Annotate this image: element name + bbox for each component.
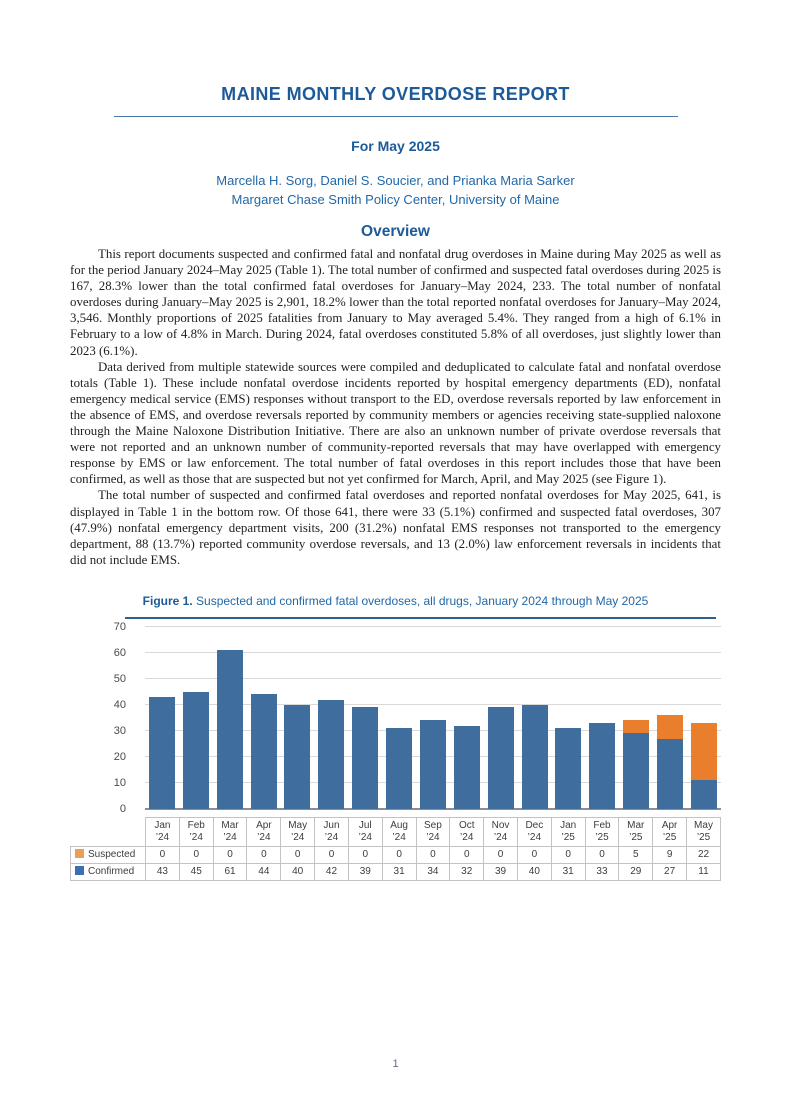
bar-column-Mar24	[213, 627, 247, 809]
confirmed-bar-segment	[386, 728, 412, 809]
value-cell: 0	[146, 846, 180, 863]
table-series-row-suspected	[71, 846, 721, 863]
confirmed-bar-segment	[420, 720, 446, 808]
confirmed-bar-segment	[149, 697, 175, 809]
chart-plot-area	[145, 627, 721, 809]
report-title: MAINE MONTHLY OVERDOSE REPORT	[221, 84, 570, 104]
report-subtitle: For May 2025	[351, 138, 440, 154]
value-cell: 29	[619, 863, 653, 880]
month-header-cell	[653, 817, 687, 846]
confirmed-bar-segment	[217, 650, 243, 809]
month-year: ’24	[527, 831, 542, 843]
value-cell: 43	[146, 863, 180, 880]
bar-column-Jan24	[145, 627, 179, 809]
series-label-cell	[71, 846, 146, 863]
value-cell: 44	[247, 863, 281, 880]
figure-1	[70, 594, 721, 881]
month-name: May	[288, 819, 308, 831]
month-header-cell	[619, 817, 653, 846]
report-page	[0, 84, 791, 1108]
bar-column-May24	[281, 627, 315, 809]
y-tick-label: 60	[113, 646, 126, 659]
y-tick-label: 10	[113, 776, 126, 789]
value-cell: 0	[247, 846, 281, 863]
value-cell: 0	[416, 846, 450, 863]
value-cell: 0	[484, 846, 518, 863]
confirmed-bar-segment	[555, 728, 581, 809]
value-cell: 5	[619, 846, 653, 863]
month-name: Oct	[458, 819, 475, 831]
month-year: ’24	[358, 831, 372, 843]
table-series-row-confirmed	[71, 863, 721, 880]
value-cell: 9	[653, 846, 687, 863]
month-name: Mar	[221, 819, 239, 831]
bar-column-Feb25	[585, 627, 619, 809]
table-corner-cell	[71, 817, 146, 846]
month-name: Sep	[424, 819, 442, 831]
bar-column-May25	[687, 627, 721, 809]
value-cell: 31	[382, 863, 416, 880]
month-header-cell	[484, 817, 518, 846]
affiliation-line: Margaret Chase Smith Policy Center, University of Maine	[231, 192, 560, 207]
month-header-cell	[416, 817, 450, 846]
month-year: ’24	[493, 831, 508, 843]
bar-column-Sep24	[416, 627, 450, 809]
month-name: Feb	[187, 819, 205, 831]
month-name: Jan	[560, 819, 577, 831]
month-header-cell	[179, 817, 213, 846]
suspected-bar-segment	[657, 715, 683, 738]
value-cell: 31	[551, 863, 585, 880]
value-cell: 0	[382, 846, 416, 863]
month-year: ’24	[460, 831, 474, 843]
value-cell: 45	[179, 863, 213, 880]
confirmed-bar-segment	[657, 739, 683, 809]
confirmed-bar-segment	[284, 705, 310, 809]
figure-caption	[70, 594, 721, 608]
value-cell: 0	[348, 846, 382, 863]
month-header-cell	[450, 817, 484, 846]
month-name: Jun	[323, 819, 340, 831]
month-name: Aug	[390, 819, 408, 831]
month-name: Jan	[154, 819, 171, 831]
value-cell: 11	[687, 863, 721, 880]
confirmed-legend-swatch	[75, 866, 84, 875]
month-name: Feb	[593, 819, 611, 831]
figure-caption-text: Suspected and confirmed fatal overdoses, all drugs, January 2024 through May 2025	[192, 593, 649, 608]
month-name: Nov	[491, 819, 510, 831]
month-name: Jul	[358, 819, 372, 831]
chart-data-table	[70, 817, 721, 881]
month-year: ’25	[696, 831, 711, 843]
value-cell: 40	[281, 863, 315, 880]
month-year: ’24	[223, 831, 237, 843]
page-number: 1	[392, 1058, 399, 1070]
value-cell: 0	[585, 846, 619, 863]
bar-column-Jan25	[552, 627, 586, 809]
y-tick-label: 40	[113, 698, 126, 711]
value-cell: 0	[281, 846, 315, 863]
bar-column-Apr24	[247, 627, 281, 809]
value-cell: 0	[179, 846, 213, 863]
value-cell: 40	[517, 863, 551, 880]
suspected-bar-segment	[623, 720, 649, 733]
bar-column-Oct24	[450, 627, 484, 809]
bar-column-Jul24	[348, 627, 382, 809]
month-year: ’24	[155, 831, 170, 843]
month-header-cell	[517, 817, 551, 846]
value-cell: 0	[517, 846, 551, 863]
suspected-legend-swatch	[75, 849, 84, 858]
y-tick-label: 0	[119, 802, 126, 815]
overview-paragraph-1: This report documents suspected and confirmed fatal and nonfatal drug overdoses in Maine during May 2025 as well as for the period January 2024–May 2025 (Table 1). The total number of confirmed and suspected fatal overdoses during 2025 is 167, 28.3% lower than the total confirmed fatal overdoses for January–May 2024, 233. The total number of nonfatal overdoses during January–May 2025 is 2,901, 18.2% lower than the total reported nonfatal overdoses for January–May 2024, 3,546. Monthly proportions of 2025 fatalities from January to May averaged 5.4%. They ranged from a high of 6.1% in February to a low of 4.8% in March. During 2024, fatal overdoses constituted 5.8% of all overdoses, just slightly lower than 2023 (6.1%).	[70, 247, 721, 358]
y-tick-label: 70	[113, 620, 126, 633]
bar-column-Dec24	[518, 627, 552, 809]
confirmed-bar-segment	[352, 707, 378, 808]
bar-column-Jun24	[314, 627, 348, 809]
bar-column-Mar25	[619, 627, 653, 809]
series-label-cell	[71, 863, 146, 880]
value-cell: 22	[687, 846, 721, 863]
value-cell: 0	[551, 846, 585, 863]
month-header-cell	[382, 817, 416, 846]
confirmed-bar-segment	[691, 780, 717, 809]
confirmed-bar-segment	[589, 723, 615, 809]
series-name: Suspected	[88, 849, 136, 861]
confirmed-bar-segment	[318, 700, 344, 809]
month-header-cell	[687, 817, 721, 846]
y-tick-label: 50	[113, 672, 126, 685]
chart-bars	[145, 627, 721, 809]
suspected-bar-segment	[691, 723, 717, 780]
month-year: ’25	[629, 831, 643, 843]
month-year: ’24	[324, 831, 339, 843]
month-name: Apr	[256, 819, 272, 831]
month-year: ’25	[561, 831, 575, 843]
chart-y-axis	[70, 620, 140, 815]
value-cell: 32	[450, 863, 484, 880]
bar-column-Apr25	[653, 627, 687, 809]
bar-column-Aug24	[382, 627, 416, 809]
month-year: ’25	[662, 831, 677, 843]
figure-label: Figure 1.	[142, 593, 193, 608]
month-header-cell	[585, 817, 619, 846]
y-tick-label: 30	[113, 724, 126, 737]
overview-paragraph-3: The total number of suspected and confirmed fatal overdoses and reported nonfatal overdoses for May 2025, 641, is displayed in Table 1 in the bottom row. Of those 641, there were 33 (5.1%) confirmed and suspected fatal overdoses, 307 (47.9%) nonfatal emergency department visits, 200 (31.2%) nonfatal EMS responses not transported to the emergency department, 88 (13.7%) reported community overdose reversals, and 13 (2.0%) law enforcement reversals in incidents that did not include EMS.	[70, 488, 721, 567]
month-year: ’24	[290, 831, 305, 843]
value-cell: 0	[450, 846, 484, 863]
month-header-cell	[315, 817, 349, 846]
y-tick-label: 20	[113, 750, 126, 763]
series-name: Confirmed	[88, 866, 135, 878]
value-cell: 27	[653, 863, 687, 880]
authors-line: Marcella H. Sorg, Daniel S. Soucier, and Prianka Maria Sarker	[216, 173, 575, 188]
month-name: Dec	[525, 819, 544, 831]
month-header-cell	[281, 817, 315, 846]
value-cell: 33	[585, 863, 619, 880]
month-header-cell	[146, 817, 180, 846]
value-cell: 34	[416, 863, 450, 880]
value-cell: 0	[213, 846, 247, 863]
bar-column-Feb24	[179, 627, 213, 809]
month-header-cell	[551, 817, 585, 846]
value-cell: 61	[213, 863, 247, 880]
month-header-cell	[348, 817, 382, 846]
month-name: May	[694, 819, 713, 831]
overview-heading: Overview	[361, 223, 430, 240]
table-header-row	[71, 817, 721, 846]
value-cell: 42	[315, 863, 349, 880]
month-header-cell	[213, 817, 247, 846]
value-cell: 39	[484, 863, 518, 880]
month-name: Mar	[627, 819, 645, 831]
fatal-overdoses-bar-chart	[70, 619, 721, 815]
confirmed-bar-segment	[454, 726, 480, 809]
month-year: ’24	[257, 831, 271, 843]
month-year: ’24	[189, 831, 203, 843]
value-cell: 0	[315, 846, 349, 863]
value-cell: 39	[348, 863, 382, 880]
confirmed-bar-segment	[623, 733, 649, 808]
confirmed-bar-segment	[251, 694, 277, 808]
confirmed-bar-segment	[522, 705, 548, 809]
month-name: Apr	[661, 819, 678, 831]
title-divider	[114, 116, 678, 117]
month-header-cell	[247, 817, 281, 846]
month-year: ’25	[595, 831, 609, 843]
month-year: ’24	[392, 831, 406, 843]
month-year: ’24	[426, 831, 440, 843]
overview-paragraph-2: Data derived from multiple statewide sources were compiled and deduplicated to calculate fatal and nonfatal overdose totals (Table 1). These include nonfatal overdose incidents reported by hospital emergency departments (ED), nonfatal emergency medical service (EMS) responses without transport to the ED, overdose reversals reported by law enforcement in the absence of EMS, and overdose reversals reported by community members or agencies receiving state-supplied naloxone through the Maine Naloxone Distribution Initiative. There are also an unknown number of private overdose reversals that were not reported and an unknown number of community-reported reversals that may have overlapped with emergency response by EMS or law enforcement. The total number of fatal overdoses in this report includes those that have been confirmed, as well as those that are suspected but not yet confirmed for March, April, and May 2025 (see Figure 1).	[70, 359, 721, 487]
bar-column-Nov24	[484, 627, 518, 809]
confirmed-bar-segment	[488, 707, 514, 808]
confirmed-bar-segment	[183, 692, 209, 809]
